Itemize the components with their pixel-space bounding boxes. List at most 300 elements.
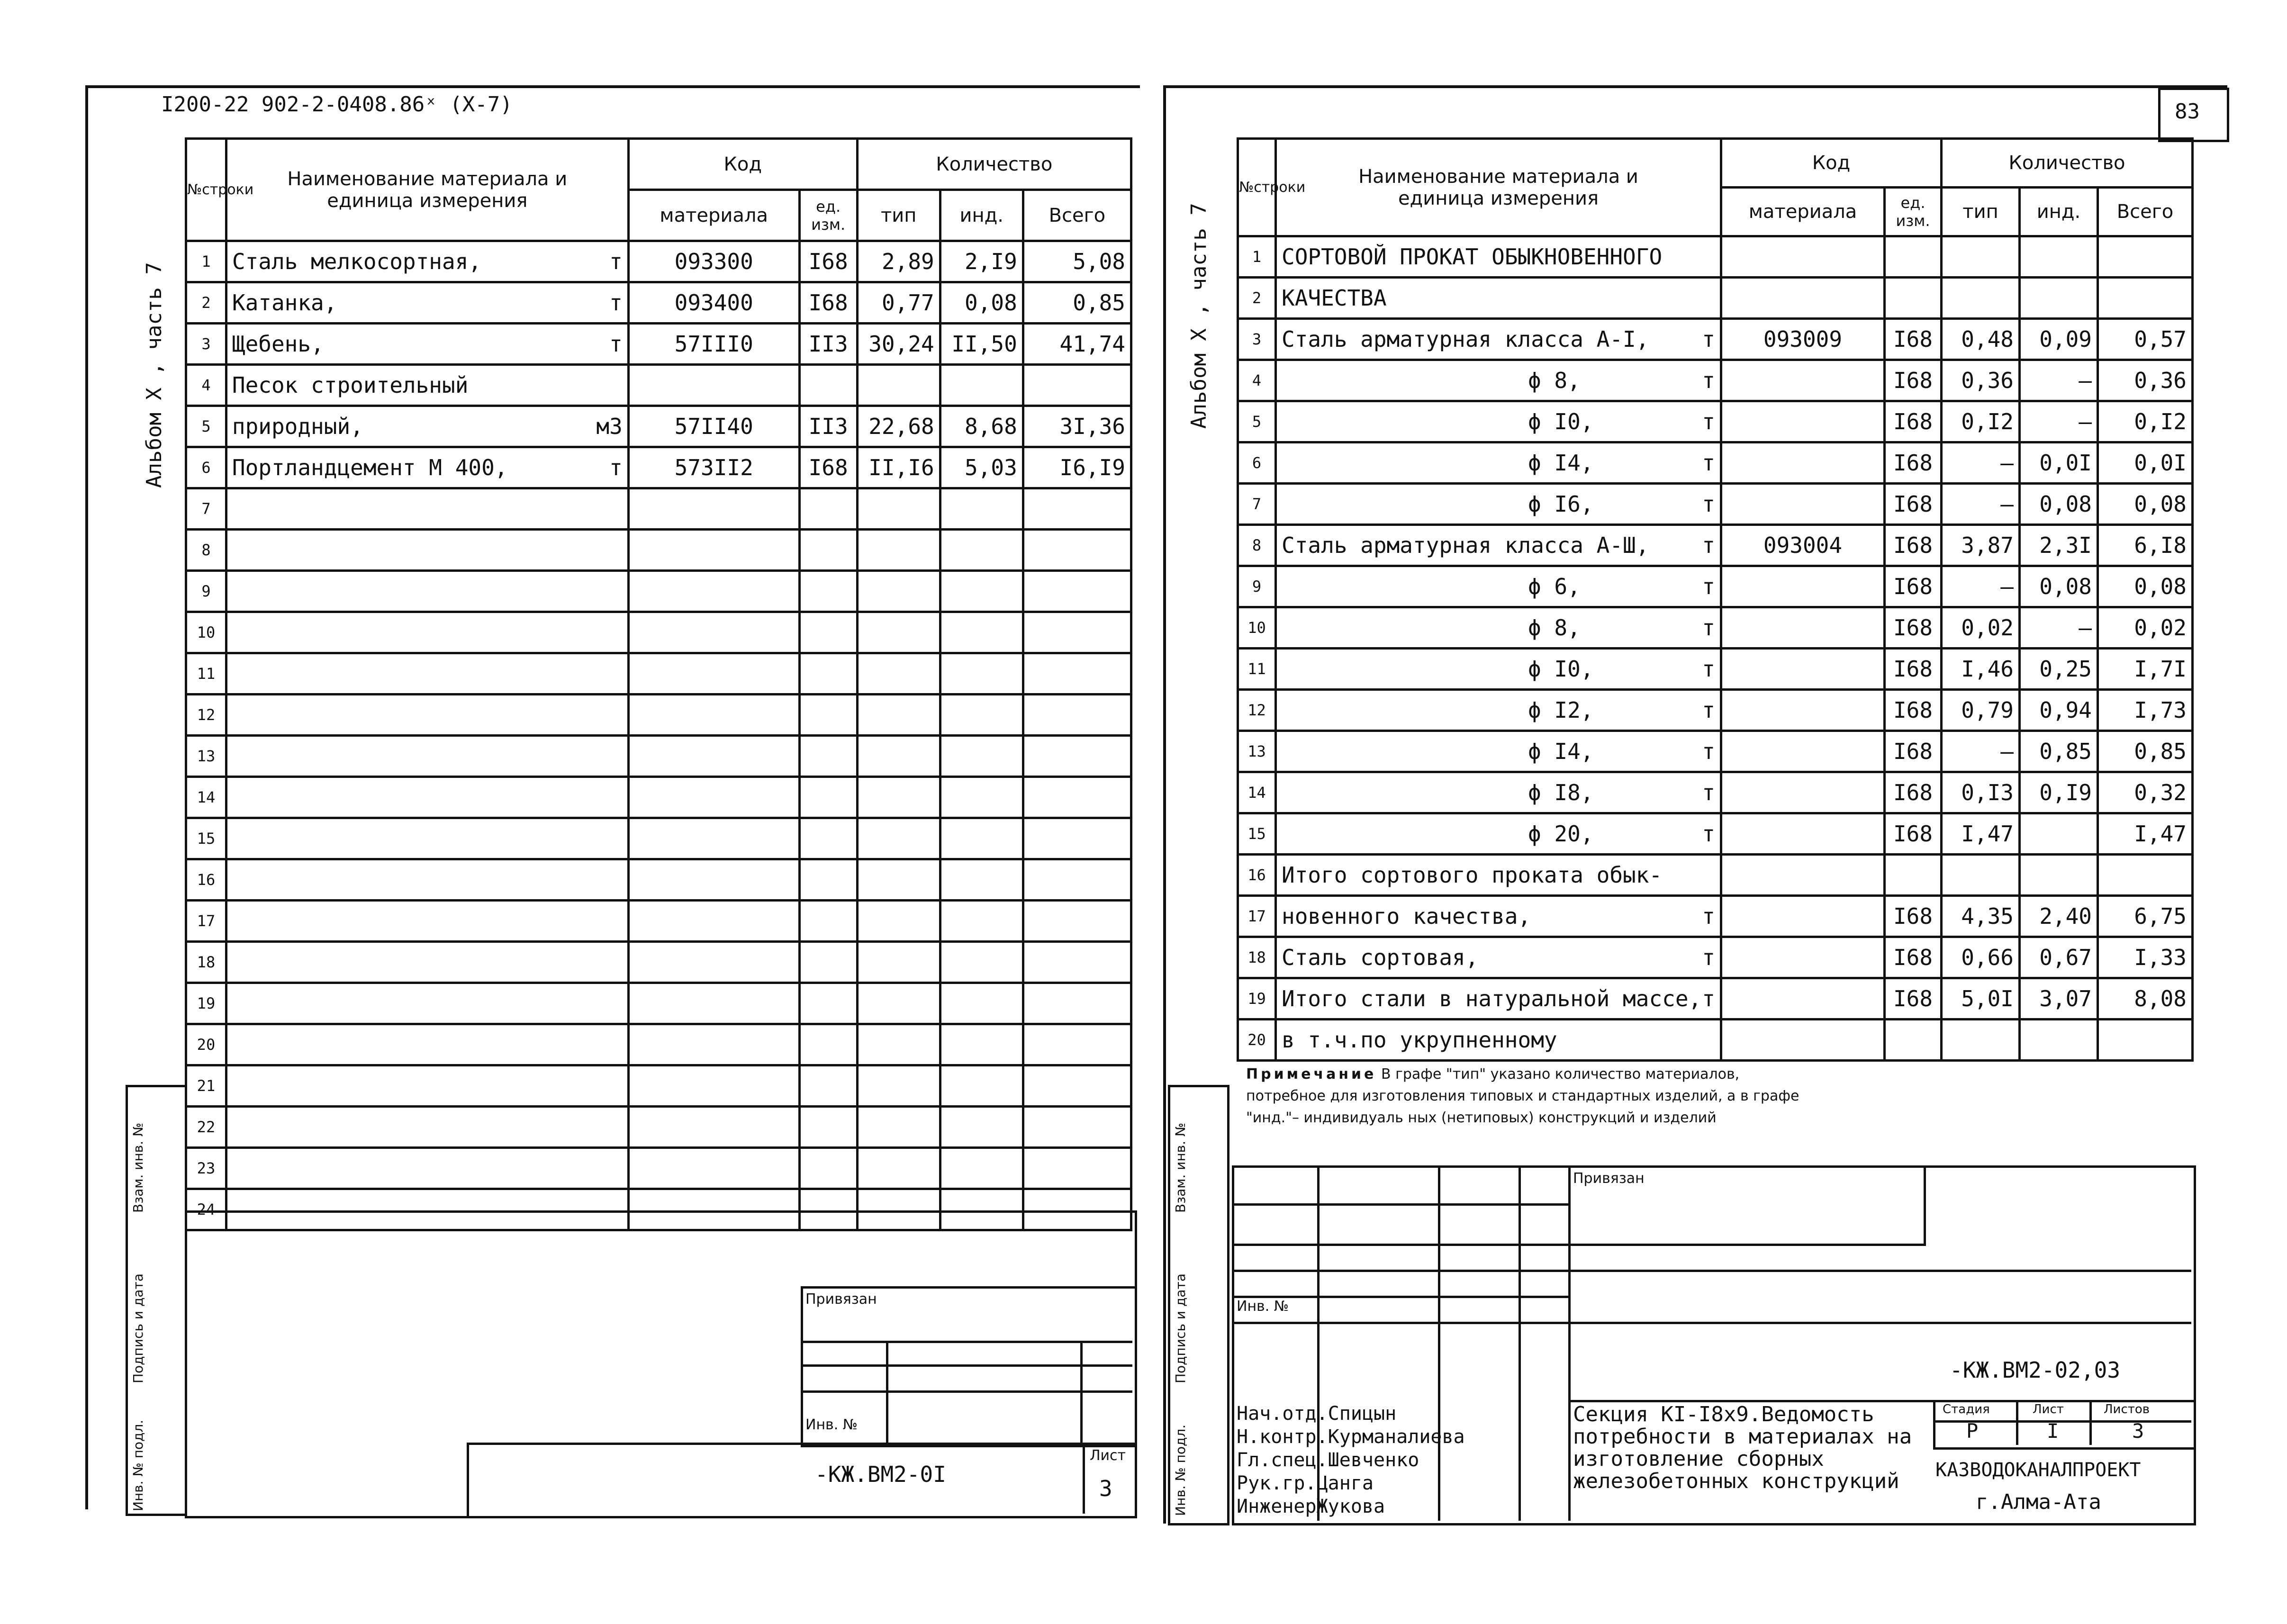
row-number: 23	[186, 1148, 226, 1189]
qty-ind: II,50	[940, 324, 1023, 365]
table-row	[186, 695, 1131, 736]
material-name-cell	[1276, 937, 1721, 978]
qty-typ	[857, 365, 940, 406]
row-number: 24	[186, 1189, 226, 1230]
qty-total: 0,0I	[2098, 442, 2193, 484]
material-name-cell	[226, 777, 628, 818]
qty-total	[1023, 901, 1131, 942]
approver-role: Гл.спец.	[1237, 1449, 1328, 1471]
material-name: ϕ I0,	[1528, 409, 1594, 434]
row-number: 21	[186, 1065, 226, 1107]
unit-code: I68	[1885, 484, 1942, 525]
qty-typ	[1942, 278, 2020, 319]
unit-code	[1885, 1020, 1942, 1061]
unit-code	[799, 612, 857, 653]
qty-ind	[940, 818, 1023, 859]
measure-unit: т	[1702, 697, 1715, 723]
material-code	[628, 612, 799, 653]
material-name-cell	[1276, 978, 1721, 1020]
material-name: Итого сортового проката обык-	[1282, 862, 1663, 888]
material-code	[1721, 649, 1885, 690]
material-name-cell	[1276, 525, 1721, 566]
approvers-list	[1237, 1402, 1568, 1518]
qty-ind	[2020, 1020, 2098, 1061]
qty-typ: I,47	[1942, 813, 2020, 855]
qty-total	[1023, 1107, 1131, 1148]
name-header: Наименование материала и единица измерения	[226, 139, 628, 241]
material-name-cell	[1276, 278, 1721, 319]
table-row	[186, 612, 1131, 653]
material-name-cell	[226, 1024, 628, 1065]
right-materials-table	[1237, 137, 2194, 1062]
row-number: 22	[186, 1107, 226, 1148]
table-row	[1238, 896, 2193, 937]
qty-typ	[857, 530, 940, 571]
qty-total	[1023, 365, 1131, 406]
material-name: ϕ 8,	[1528, 615, 1581, 641]
qty-ind: 0,08	[2020, 484, 2098, 525]
approver-name: Жукова	[1316, 1496, 1385, 1517]
unit-code: I68	[1885, 607, 1942, 649]
material-code	[1721, 690, 1885, 731]
material-name-cell	[1276, 236, 1721, 278]
approver-role: Н.контр.	[1237, 1426, 1328, 1448]
material-name: Сталь мелкосортная,	[232, 249, 482, 274]
qty-typ: 0,36	[1942, 360, 2020, 401]
approver-row	[1237, 1449, 1568, 1472]
row-no-header: №строки	[1238, 139, 1276, 236]
material-name-cell	[1276, 690, 1721, 731]
material-code	[1721, 484, 1885, 525]
table-row	[1238, 937, 2193, 978]
qty-typ: 0,I2	[1942, 401, 2020, 442]
unit-code: I68	[1885, 896, 1942, 937]
table-row	[186, 736, 1131, 777]
qty-typ	[857, 777, 940, 818]
material-code: 57II40	[628, 406, 799, 447]
qty-ind: –	[2020, 401, 2098, 442]
measure-unit: т	[609, 455, 623, 480]
qty-typ	[857, 901, 940, 942]
material-name-cell	[1276, 772, 1721, 813]
material-name-cell	[226, 859, 628, 901]
material-name-cell	[1276, 649, 1721, 690]
row-number: 16	[1238, 855, 1276, 896]
material-name: Сталь арматурная класса А-I,	[1282, 326, 1649, 352]
row-number: 19	[186, 983, 226, 1024]
material-code	[628, 1065, 799, 1107]
right-stamp-row1	[1232, 1203, 1568, 1206]
measure-unit: т	[1702, 903, 1715, 929]
qty-total: I,47	[2098, 813, 2193, 855]
qty-typ	[857, 612, 940, 653]
qty-ind	[2020, 236, 2098, 278]
material-code	[628, 859, 799, 901]
material-name-cell	[1276, 566, 1721, 607]
material-name-cell	[226, 818, 628, 859]
sheet-label: Лист	[2033, 1402, 2064, 1416]
qty-typ: 22,68	[857, 406, 940, 447]
unit-code: I68	[1885, 360, 1942, 401]
material-name: ϕ I8,	[1528, 780, 1594, 805]
right-stamp-row2	[1232, 1244, 1568, 1246]
material-name: ϕ 20,	[1528, 821, 1594, 847]
material-name-cell	[226, 571, 628, 612]
left-stamp-grid-1	[801, 1341, 1132, 1343]
material-code	[1721, 607, 1885, 649]
qty-ind: 0,0I	[2020, 442, 2098, 484]
unit-code	[799, 818, 857, 859]
total-header: Всего	[2098, 188, 2193, 236]
qty-typ: 0,79	[1942, 690, 2020, 731]
material-code	[1721, 813, 1885, 855]
unit-code	[799, 695, 857, 736]
qty-ind	[940, 653, 1023, 695]
material-header: материала	[628, 190, 799, 241]
table-row	[1238, 855, 2193, 896]
material-code: 093400	[628, 282, 799, 324]
row-number: 13	[1238, 731, 1276, 772]
left-materials-table	[185, 137, 1132, 1231]
stage-value: Р	[1966, 1419, 1979, 1443]
code-header: Код	[1721, 139, 1942, 188]
table-row	[1238, 772, 2193, 813]
unit-header: ед. изм.	[799, 190, 857, 241]
unit-code	[1885, 236, 1942, 278]
material-name: Сталь сортовая,	[1282, 945, 1479, 970]
row-number: 19	[1238, 978, 1276, 1020]
material-name: Катанка,	[232, 290, 337, 316]
table-row	[186, 1107, 1131, 1148]
organization-city: г.Алма-Ата	[1976, 1490, 2101, 1514]
material-code	[628, 942, 799, 983]
typ-header: тип	[857, 190, 940, 241]
unit-code: I68	[1885, 649, 1942, 690]
qty-total	[1023, 695, 1131, 736]
right-stamp-row3	[1232, 1270, 2191, 1272]
left-stamp-grid-4	[886, 1341, 888, 1443]
qty-ind	[940, 488, 1023, 530]
table-row	[186, 282, 1131, 324]
row-no-header: №строки	[186, 139, 226, 241]
measure-unit: т	[1702, 945, 1715, 970]
qty-ind	[940, 571, 1023, 612]
material-name: новенного качества,	[1282, 903, 1531, 929]
material-name-cell	[1276, 855, 1721, 896]
material-name: в т.ч.по укрупненному	[1282, 1027, 1557, 1053]
qty-typ	[857, 983, 940, 1024]
footnote-title: Примечание	[1246, 1066, 1377, 1083]
qty-ind	[2020, 278, 2098, 319]
table-row	[186, 530, 1131, 571]
material-code	[628, 695, 799, 736]
qty-total	[2098, 1020, 2193, 1061]
material-name-cell	[226, 901, 628, 942]
qty-total: 8,08	[2098, 978, 2193, 1020]
material-header: материала	[1721, 188, 1885, 236]
qty-total: 3I,36	[1023, 406, 1131, 447]
right-doc-code: -КЖ.ВМ2-02,03	[1950, 1357, 2121, 1383]
qty-total	[1023, 983, 1131, 1024]
approver-role: Нач.отд.	[1237, 1403, 1328, 1425]
unit-code: I68	[1885, 690, 1942, 731]
qty-total: 0,85	[1023, 282, 1131, 324]
qty-ind	[940, 1024, 1023, 1065]
material-name-cell	[1276, 731, 1721, 772]
qty-ind	[940, 983, 1023, 1024]
unit-code: I68	[1885, 813, 1942, 855]
row-number: 6	[1238, 442, 1276, 484]
table-row	[186, 488, 1131, 530]
unit-header: ед. изм.	[1885, 188, 1942, 236]
qty-typ: I,46	[1942, 649, 2020, 690]
qty-typ: 30,24	[857, 324, 940, 365]
row-number: 12	[1238, 690, 1276, 731]
qty-typ: –	[1942, 442, 2020, 484]
table-row	[1238, 731, 2193, 772]
table-row	[1238, 1020, 2193, 1061]
qty-ind	[940, 736, 1023, 777]
unit-code	[1885, 855, 1942, 896]
row-number: 12	[186, 695, 226, 736]
qty-total: 0,08	[2098, 484, 2193, 525]
material-code	[628, 530, 799, 571]
podpis-label-left: Подпись и дата	[130, 1273, 146, 1383]
qty-typ	[857, 942, 940, 983]
measure-unit: т	[1702, 409, 1715, 434]
unit-code: I68	[1885, 319, 1942, 360]
material-code	[628, 818, 799, 859]
unit-code	[799, 942, 857, 983]
material-name-cell	[226, 695, 628, 736]
row-number: 3	[1238, 319, 1276, 360]
qty-total: 6,I8	[2098, 525, 2193, 566]
unit-code: I68	[1885, 731, 1942, 772]
unit-code: I68	[799, 241, 857, 282]
left-stamp-grid-2	[801, 1364, 1132, 1367]
material-code	[1721, 566, 1885, 607]
material-code: 093004	[1721, 525, 1885, 566]
row-number: 17	[1238, 896, 1276, 937]
material-code	[1721, 978, 1885, 1020]
table-row	[186, 241, 1131, 282]
measure-unit: т	[1702, 615, 1715, 641]
qty-total	[1023, 859, 1131, 901]
qty-total: 5,08	[1023, 241, 1131, 282]
qty-typ	[857, 1148, 940, 1189]
material-code: 093300	[628, 241, 799, 282]
unit-code	[799, 488, 857, 530]
measure-unit: т	[1702, 739, 1715, 764]
footnote	[1246, 1064, 1815, 1129]
unit-code	[799, 530, 857, 571]
material-code	[1721, 1020, 1885, 1061]
row-number: 2	[1238, 278, 1276, 319]
row-number: 7	[186, 488, 226, 530]
album-label-right: Альбом X , часть 7	[1187, 203, 1211, 429]
material-name-cell	[226, 983, 628, 1024]
row-number: 14	[1238, 772, 1276, 813]
qty-ind	[940, 1107, 1023, 1148]
left-inv-label: Инв. №	[805, 1416, 858, 1433]
measure-unit: т	[1702, 450, 1715, 476]
material-name-cell	[226, 1065, 628, 1107]
qty-total: I,7I	[2098, 649, 2193, 690]
approver-name: Спицын	[1328, 1403, 1397, 1425]
qty-ind: 0,08	[940, 282, 1023, 324]
qty-ind	[940, 1148, 1023, 1189]
material-name-cell	[226, 282, 628, 324]
material-code	[628, 901, 799, 942]
typ-header: тип	[1942, 188, 2020, 236]
qty-typ	[857, 736, 940, 777]
qty-typ	[857, 1065, 940, 1107]
table-row	[186, 365, 1131, 406]
unit-code	[799, 1065, 857, 1107]
material-name: ϕ I6,	[1528, 491, 1594, 517]
table-row	[186, 447, 1131, 488]
qty-typ: 0,02	[1942, 607, 2020, 649]
material-name: ϕ I0,	[1528, 656, 1594, 682]
material-name-cell	[1276, 442, 1721, 484]
unit-code	[799, 571, 857, 612]
qty-ind	[940, 859, 1023, 901]
material-name-cell	[226, 324, 628, 365]
unit-code: II3	[799, 406, 857, 447]
material-code	[1721, 236, 1885, 278]
unit-code	[799, 736, 857, 777]
sheet-value: I	[2047, 1419, 2059, 1443]
qty-typ: –	[1942, 731, 2020, 772]
material-code	[1721, 360, 1885, 401]
unit-code	[799, 901, 857, 942]
measure-unit: т	[1702, 532, 1715, 558]
approver-row	[1237, 1426, 1568, 1449]
organization-name: КАЗВОДОКАНАЛПРОЕКТ	[1935, 1459, 2141, 1481]
row-number: 8	[1238, 525, 1276, 566]
row-number: 2	[186, 282, 226, 324]
qty-total: 0,02	[2098, 607, 2193, 649]
material-name: СОРТОВОЙ ПРОКАТ ОБЫКНОВЕННОГО	[1282, 244, 1663, 270]
qty-total	[1023, 1148, 1131, 1189]
table-row	[1238, 319, 2193, 360]
qty-total	[1023, 571, 1131, 612]
qty-total: 41,74	[1023, 324, 1131, 365]
qty-typ	[857, 653, 940, 695]
unit-code	[799, 859, 857, 901]
qty-total	[1023, 1065, 1131, 1107]
material-code	[1721, 772, 1885, 813]
material-name-cell	[1276, 319, 1721, 360]
qty-total	[1023, 736, 1131, 777]
ind-header: инд.	[940, 190, 1023, 241]
table-row	[1238, 525, 2193, 566]
qty-ind: 8,68	[940, 406, 1023, 447]
row-number: 17	[186, 901, 226, 942]
approver-name: Цанга	[1316, 1472, 1374, 1494]
unit-code: II3	[799, 324, 857, 365]
qty-ind: 0,08	[2020, 566, 2098, 607]
qty-typ: 2,89	[857, 241, 940, 282]
material-name: Сталь арматурная класса А-Ш,	[1282, 532, 1649, 558]
qty-header: Количество	[857, 139, 1131, 190]
material-code	[628, 1107, 799, 1148]
measure-unit: т	[609, 290, 623, 316]
inv-podl-label-left: Инв. № подл.	[130, 1419, 146, 1511]
material-name-cell	[226, 942, 628, 983]
row-number: 1	[1238, 236, 1276, 278]
qty-typ: 0,I3	[1942, 772, 2020, 813]
qty-ind: 3,07	[2020, 978, 2098, 1020]
qty-total: I,33	[2098, 937, 2193, 978]
qty-total: 0,85	[2098, 731, 2193, 772]
qty-ind: 0,85	[2020, 731, 2098, 772]
row-number: 8	[186, 530, 226, 571]
qty-ind: 0,94	[2020, 690, 2098, 731]
qty-ind: 0,09	[2020, 319, 2098, 360]
code-header: Код	[628, 139, 857, 190]
material-name: ϕ 6,	[1528, 574, 1581, 599]
podpis-label-right: Подпись и дата	[1173, 1273, 1188, 1383]
table-row	[1238, 978, 2193, 1020]
material-code	[1721, 855, 1885, 896]
table-row	[1238, 649, 2193, 690]
qty-ind: 2,40	[2020, 896, 2098, 937]
material-code	[1721, 896, 1885, 937]
sheets-label: Листов	[2104, 1402, 2150, 1416]
qty-total	[2098, 278, 2193, 319]
qty-ind	[2020, 813, 2098, 855]
qty-ind: 2,3I	[2020, 525, 2098, 566]
row-number: 13	[186, 736, 226, 777]
material-code	[1721, 731, 1885, 772]
qty-total: 0,32	[2098, 772, 2193, 813]
qty-typ	[857, 1107, 940, 1148]
left-title-block	[467, 1443, 1137, 1518]
qty-total	[1023, 942, 1131, 983]
row-number: 11	[186, 653, 226, 695]
material-name-cell	[226, 1148, 628, 1189]
table-row	[186, 818, 1131, 859]
material-code	[628, 1148, 799, 1189]
table-row	[186, 406, 1131, 447]
vzam-label-left: Взам. инв. №	[130, 1122, 146, 1213]
qty-total	[1023, 1024, 1131, 1065]
material-code	[1721, 937, 1885, 978]
inv-podl-label-right: Инв. № подл.	[1173, 1424, 1188, 1516]
qty-ind	[940, 777, 1023, 818]
row-number: 5	[186, 406, 226, 447]
measure-unit: т	[1702, 574, 1715, 599]
measure-unit: т	[1702, 491, 1715, 517]
right-doc-title: Секция КI-I8х9.Ведомость потребности в материалах на изготовление сборных железобетонных конструкций	[1573, 1402, 1912, 1493]
material-code	[628, 777, 799, 818]
qty-ind: –	[2020, 360, 2098, 401]
row-number: 1	[186, 241, 226, 282]
material-code	[628, 488, 799, 530]
row-number: 20	[186, 1024, 226, 1065]
qty-ind	[940, 901, 1023, 942]
qty-total	[1023, 488, 1131, 530]
row-number: 14	[186, 777, 226, 818]
material-name-cell	[1276, 401, 1721, 442]
row-number: 4	[186, 365, 226, 406]
approver-row	[1237, 1495, 1568, 1518]
table-row	[1238, 442, 2193, 484]
material-name-cell	[1276, 484, 1721, 525]
table-row	[1238, 566, 2193, 607]
qty-total	[2098, 236, 2193, 278]
